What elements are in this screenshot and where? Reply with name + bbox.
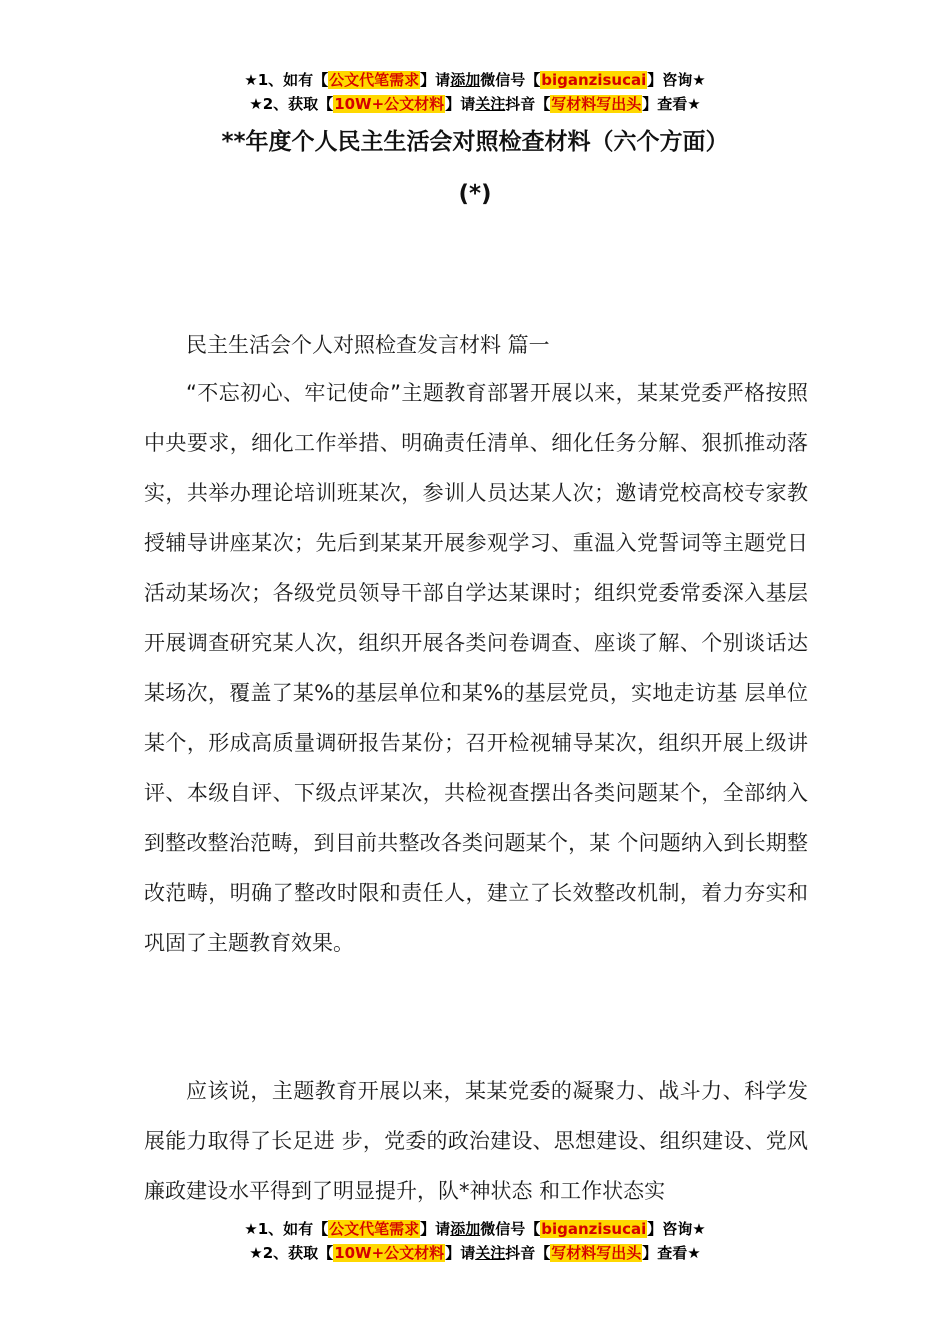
promo-highlight: 10W+公文材料 xyxy=(334,95,445,113)
promo-text: 】请 xyxy=(445,1244,476,1262)
promo-text: 】请 xyxy=(420,1220,451,1238)
body-paragraph-2: 应该说，主题教育开展以来，某某党委的凝聚力、战斗力、科学发展能力取得了长足进 步，党委的政治建设、思想建设、组织建设、党风廉政建设水平得到了明显提升，队*神状态 和工作状态实 xyxy=(144,1079,808,1203)
promo-highlight: biganzisucai xyxy=(541,1220,647,1238)
promo-text: 抖音【 xyxy=(505,95,551,113)
promo-text: 】查看★ xyxy=(642,1244,701,1262)
promo-text: 】请 xyxy=(420,71,451,89)
promo-highlight: biganzisucai xyxy=(541,71,647,89)
promo-line-2 xyxy=(0,92,950,116)
promo-underline: 关注 xyxy=(475,1244,506,1262)
promo-text: 】查看★ xyxy=(642,95,701,113)
document-subtitle: (*) xyxy=(458,181,492,207)
promo-highlight: 写材料写出头 xyxy=(551,1244,642,1262)
promo-text: ★1、如有【 xyxy=(244,71,329,89)
promo-highlight: 10W+公文材料 xyxy=(334,1244,445,1262)
body-paragraph-1: “不忘初心、牢记使命”主题教育部署开展以来，某某党委严格按照中央要求，细化工作举措、明确责任清单、细化任务分解、狠抓推动落实，共举办理论培训班某次，参训人员达某人次；邀请党校高校专家教授辅导讲座某次；先后到某某开展参观学习、重温入党誓词等主题党日活动某场次；各级党员领导干部自学达某课时；组织党委常委深入基层开展调查研究某人次，组织开展各类问卷调查、座谈了解、个别谈话达某场次，覆盖了某%的基层单位和某%的基层党员，实地走访基 层单位某个，形成高质量调研报告某份；召开检视辅导某次，组织开展上级讲评、本级自评、下级点评某次，共检视查摆出各类问题某个，全部纳入到整改整治范畴，到目前共整改各类问题某个，某 个问题纳入到长期整改范畴，明确了整改时限和责任人，建立了长效整改机制，着力夯实和巩固了主题教育效果。 xyxy=(144,381,808,955)
section-heading-block xyxy=(144,320,808,370)
promo-text: 微信号【 xyxy=(480,1220,541,1238)
header-promo-banner xyxy=(0,68,950,116)
promo-text: 抖音【 xyxy=(505,1244,551,1262)
promo-text: ★2、获取【 xyxy=(249,95,334,113)
promo-text: ★1、如有【 xyxy=(244,1220,329,1238)
footer-promo-banner xyxy=(0,1217,950,1265)
promo-highlight: 写材料写出头 xyxy=(551,95,642,113)
section-heading: 民主生活会个人对照检查发言材料 篇一 xyxy=(186,333,550,357)
promo-underline: 添加 xyxy=(450,1220,481,1238)
promo-text: 】咨询★ xyxy=(647,1220,706,1238)
promo-text: 】咨询★ xyxy=(647,71,706,89)
promo-text: 】请 xyxy=(445,95,476,113)
body-paragraph-1-block xyxy=(144,368,808,968)
promo-highlight: 公文代笔需求 xyxy=(329,71,420,89)
promo-line-2 xyxy=(0,1241,950,1265)
promo-underline: 添加 xyxy=(450,71,481,89)
promo-underline: 关注 xyxy=(475,95,506,113)
promo-line-1 xyxy=(0,68,950,92)
document-title: **年度个人民主生活会对照检查材料（六个方面） xyxy=(221,129,729,155)
promo-text: 微信号【 xyxy=(480,71,541,89)
promo-text: ★2、获取【 xyxy=(249,1244,334,1262)
body-paragraph-2-block xyxy=(144,1066,808,1216)
promo-highlight: 公文代笔需求 xyxy=(329,1220,420,1238)
promo-line-1 xyxy=(0,1217,950,1241)
